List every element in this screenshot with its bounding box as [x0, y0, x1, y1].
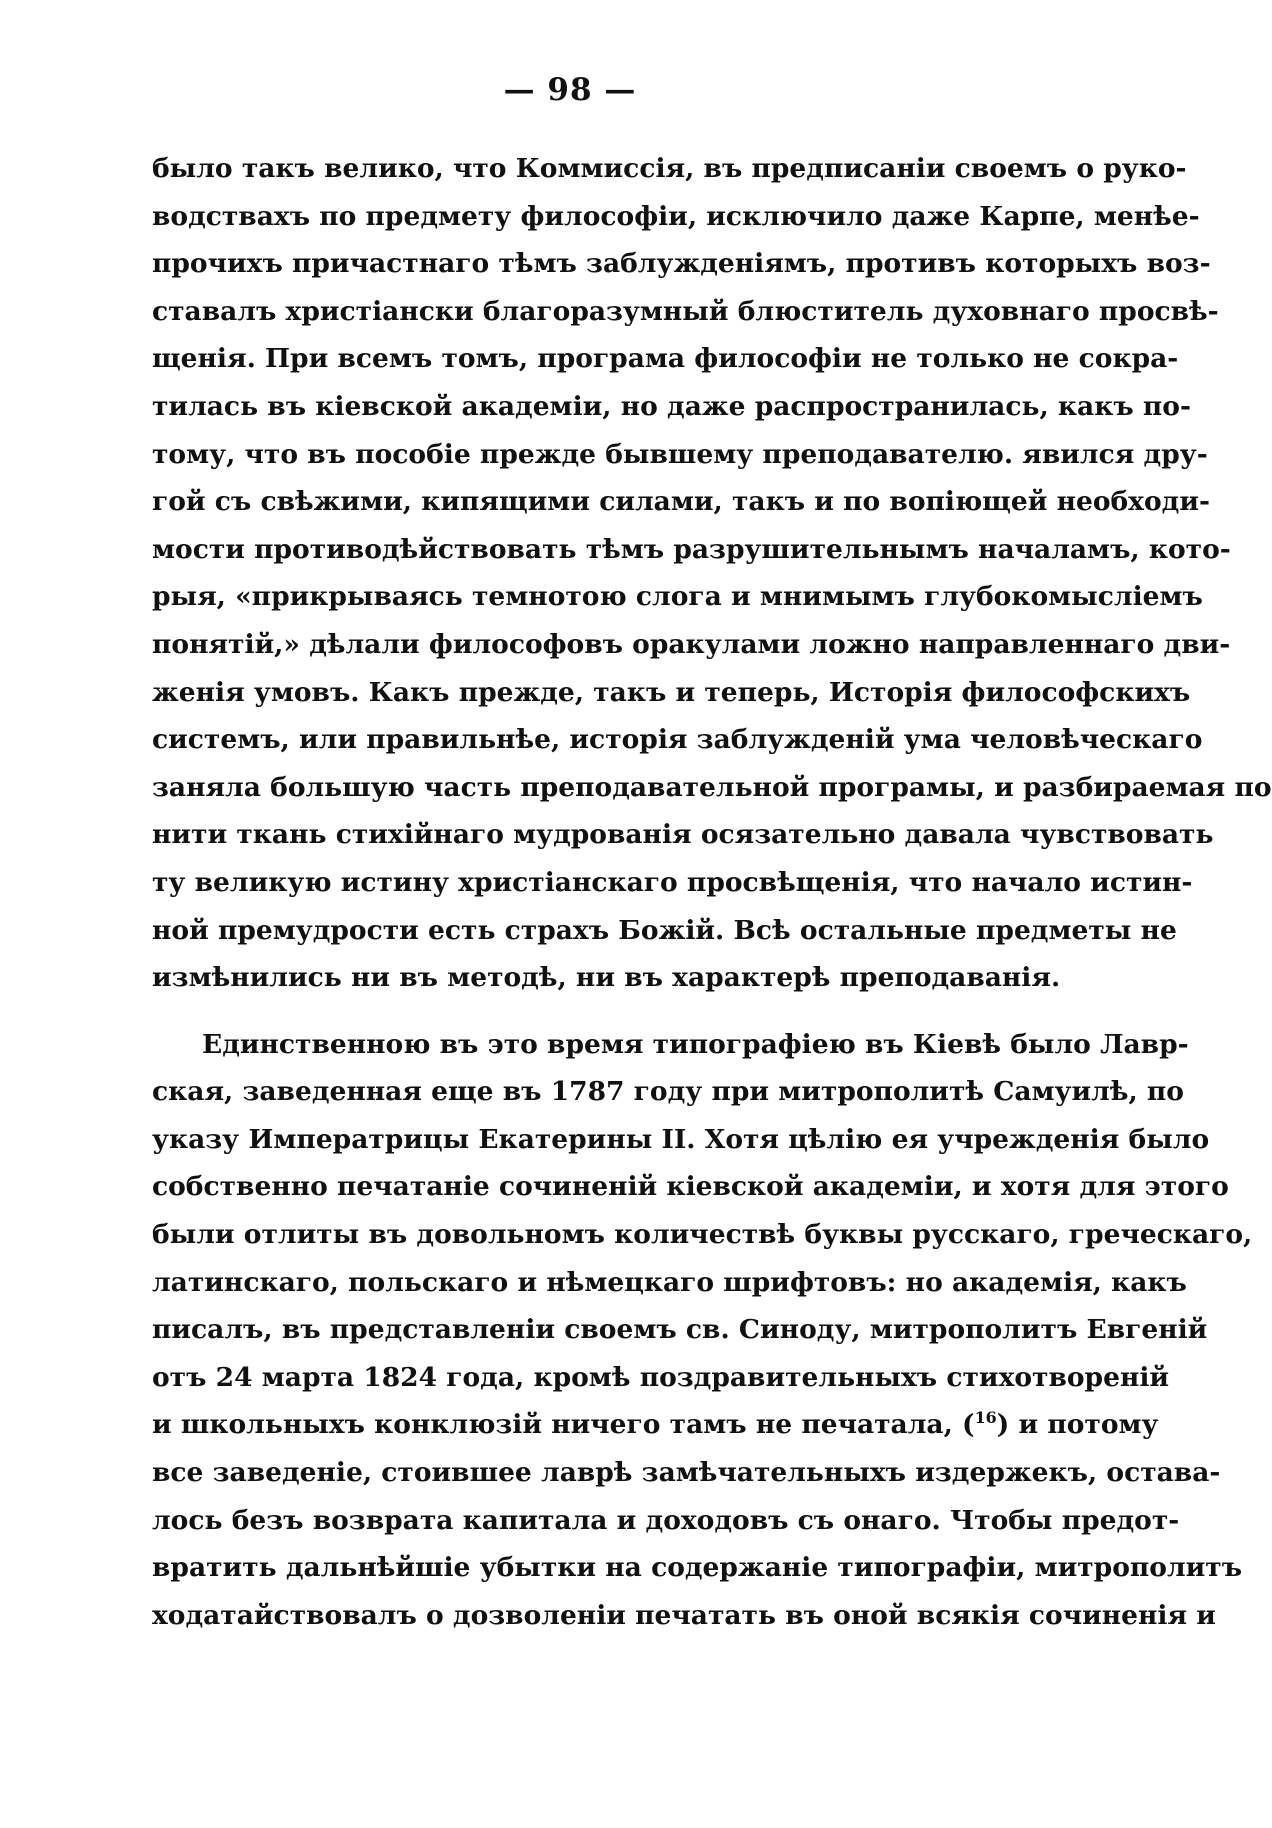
text-line: мости противодѣйствовать тѣмъ разрушительнымъ началамъ, кото- — [152, 533, 1231, 565]
text-line-with-footnote — [152, 1401, 1159, 1449]
text-line: тилась въ кіевской академіи, но даже распространилась, какъ по- — [152, 390, 1191, 422]
text-line: ская, заведенная еще въ 1787 году при митрополитѣ Самуилѣ, по — [152, 1076, 1184, 1108]
text-line: заняла большую часть преподавательной програмы, и разбираемая по — [152, 771, 1272, 803]
text-line: гой съ свѣжими, кипящими силами, такъ и по вопіющей необходи- — [152, 486, 1210, 518]
text-line: отъ 24 марта 1824 года, кромѣ поздравительныхъ стихотвореній — [152, 1361, 1170, 1393]
text-line: указу Императрицы Екатерины II. Хотя цѣлію ея учрежденія было — [152, 1123, 1210, 1155]
text-line: щенія. При всемъ томъ, програма философіи не только не сокра- — [152, 343, 1179, 375]
text-line: тому, что въ пособіе прежде бывшему преподавателю. явился дру- — [152, 438, 1208, 470]
text-line: нити ткань стихійнаго мудрованія осязательно давала чувствовать — [152, 819, 1214, 851]
text-line: женія умовъ. Какъ прежде, такъ и теперь, Исторія философскихъ — [152, 676, 1191, 708]
text-line: собственно печатаніе сочиненій кіевской академіи, и хотя для этого — [152, 1171, 1229, 1203]
text-line: ной премудрости есть страхъ Божій. Всѣ остальные предметы не — [152, 914, 1177, 946]
page-number: — 98 — — [503, 72, 637, 108]
text-line: все заведеніе, стоившее лаврѣ замѣчательныхъ издержекъ, остава- — [152, 1457, 1221, 1489]
text-fragment: и школьныхъ конклюзій ничего тамъ не печатала, ( — [152, 1409, 975, 1441]
paragraph-gap — [152, 1002, 1045, 1021]
text-line: измѣнились ни въ методѣ, ни въ характерѣ преподаванія. — [152, 962, 1061, 994]
text-line: ходатайствовалъ о дозволеніи печатать въ оной всякія сочиненія и — [152, 1599, 1216, 1631]
text-line: водствахъ по предмету философіи, исключило даже Карпе, менѣе- — [152, 200, 1200, 232]
text-line: латинскаго, польскаго и нѣмецкаго шрифтовъ: но академія, какъ — [152, 1266, 1187, 1298]
text-line: вратить дальнѣйшіе убытки на содержаніе типографіи, митрополитъ — [152, 1552, 1243, 1584]
text-line: были отлиты въ довольномъ количествѣ буквы русскаго, греческаго, — [152, 1219, 1253, 1251]
text-line: ставалъ христіански благоразумный блюститель духовнаго просвѣ- — [152, 295, 1219, 327]
text-line: Единственною въ это время типографіею въ Кіевѣ было Лавр- — [202, 1028, 1189, 1060]
text-line: системъ, или правильнѣе, исторія заблужденій ума человѣческаго — [152, 724, 1203, 756]
body-text — [152, 145, 1272, 1639]
text-line: лось безъ возврата капитала и доходовъ съ онаго. Чтобы предот- — [152, 1504, 1180, 1536]
paragraph-1 — [152, 145, 1272, 1002]
text-line: рыя, «прикрываясь темнотою слога и мнимымъ глубокомысліемъ — [152, 581, 1203, 613]
text-line: было такъ велико, что Коммиссія, въ предписаніи своемъ о руко- — [152, 153, 1187, 184]
footnote-reference: 16 — [974, 1408, 997, 1428]
text-line: писалъ, въ представленіи своемъ св. Синоду, митрополитъ Евгеній — [152, 1314, 1208, 1346]
text-line: прочихъ причастнаго тѣмъ заблужденіямъ, противъ которыхъ воз- — [152, 248, 1211, 280]
text-line: понятій,» дѣлали философовъ оракулами ложно направленнаго дви- — [152, 628, 1231, 660]
text-line: ту великую истину христіанскаго просвѣщенія, что начало истин- — [152, 866, 1193, 898]
text-fragment: ) и потому — [996, 1409, 1159, 1441]
paragraph-2 — [152, 1021, 1253, 1640]
